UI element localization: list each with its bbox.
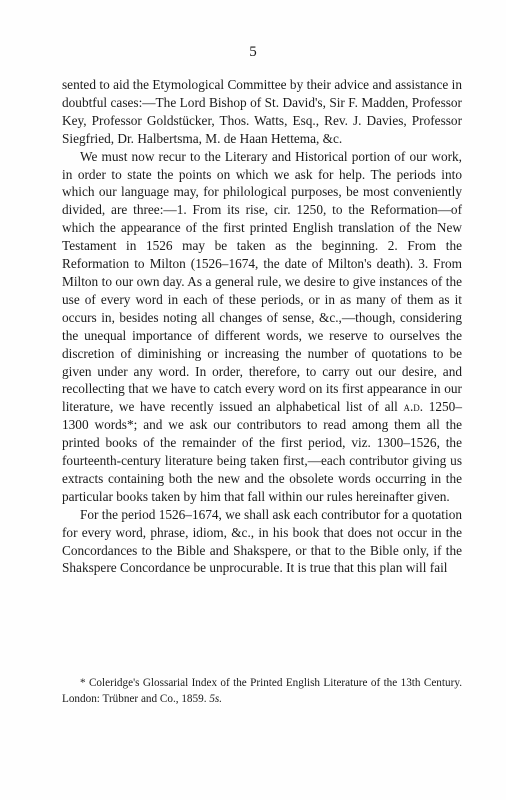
footnote-citation: * Coleridge's Glossarial Index of the Printed English Literature of the 13th Century. London: Trübner and Co., 1859.	[62, 677, 462, 705]
paragraph-continuation: sented to aid the Etymological Committee by their advice and assistance in doubtful cases:—The Lord Bishop of St. David's, Sir F. Madden, Professor Key, Professor Goldstücker, Thos. Watts, Esq., Rev. J. Davies, Professor Siegfried, Dr. Halbertsma, M. de Haan Hettema, &c.	[62, 77, 462, 146]
footnote-price: 5s.	[209, 692, 223, 705]
body-text	[62, 76, 462, 577]
paragraph-literary-historical	[62, 148, 462, 506]
paragraph-period-1526-1674: For the period 1526–1674, we shall ask each contributor for a quotation for every word, phrase, idiom, &c., in his book that does not occur in the Concordances to the Bible and Shakspere, or that to the Bible only, if the Shakspere Concordance be unprocurable. It is true that this plan will fail	[62, 506, 462, 576]
footnote-text	[62, 676, 462, 707]
paragraph-text-part: 1250–1300 words*; and we ask our contributors to read among them all the printed books of the remainder of the first period, viz. 1300–1526, the fourteenth-century literature being taken first,—each contributor giving us extracts containing both the new and the obsolete words occurring in the particular books taken by him that fall within our rules hereinafter given.	[62, 399, 462, 504]
footnote	[62, 676, 462, 707]
page-number: 5	[249, 44, 257, 60]
paragraph-text-part: We must now recur to the Literary and Historical portion of our work, in order to state the points on which we ask for help. The periods into which our language may, for philological purposes, be most conveniently divided, are three:—1. From its rise, cir. 1250, to the Reformation—of which the appearance of the first printed English translation of the New Testament in 1526 may be taken as the beginning. 2. From the Reformation to Milton (1526–1674, the date of Milton's death). 3. From Milton to our own day. As a general rule, we desire to give instances of the use of every word in each of these periods, or in as many of them as it occurs in, besides noting all changes of sense, &c.,—though, considering the unequal importance of different words, we reserve to ourselves the discretion of diminishing or increasing the number of quotations to be given under any word. In order, therefore, to carry out our desire, and recollecting that we have to catch every word on its first appearance in our literature, we have recently issued an alphabetical list of all	[62, 148, 462, 415]
anno-domini-abbrev: a.d.	[403, 399, 424, 415]
